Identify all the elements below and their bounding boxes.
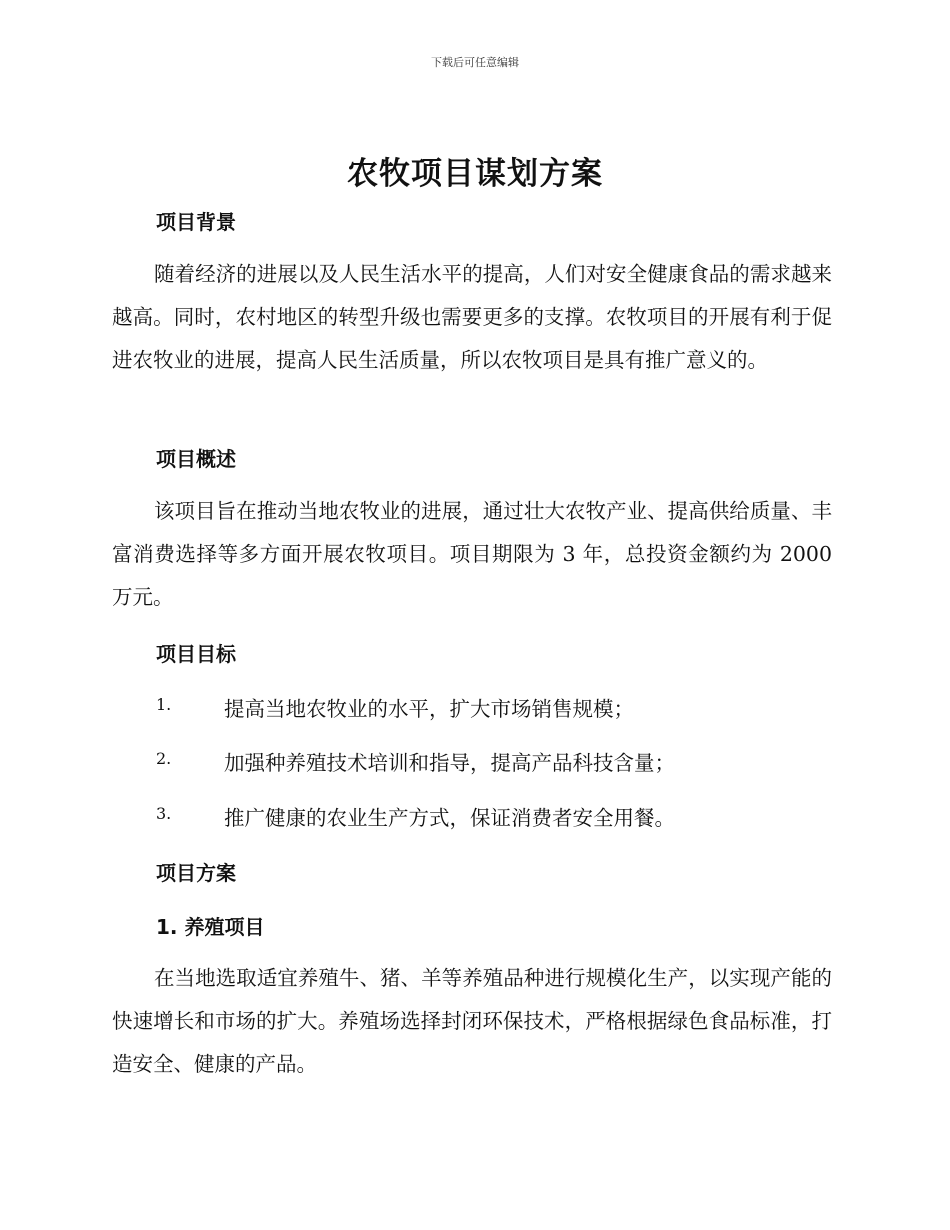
list-item-number: 1.: [156, 695, 172, 714]
heading-overview: 项目概述: [156, 447, 236, 471]
heading-plan: 项目方案: [156, 861, 236, 885]
list-item-text: 加强种养殖技术培训和指导，提高产品科技含量；: [224, 751, 675, 775]
list-item-text: 提高当地农牧业的水平，扩大市场销售规模；: [224, 697, 634, 721]
document-title: 农牧项目谋划方案: [347, 156, 603, 192]
heading-goals: 项目目标: [156, 642, 236, 666]
list-item: [156, 746, 836, 776]
list-item: [156, 692, 836, 722]
list-item: [156, 801, 836, 831]
list-item-number: 2.: [156, 749, 172, 768]
list-item-text: 推广健康的农业生产方式，保证消费者安全用餐。: [224, 806, 675, 830]
paragraph-background: 随着经济的进展以及人民生活水平的提高，人们对安全健康食品的需求越来越高。同时，农村地区的转型升级也需要更多的支撑。农牧项目的开展有利于促进农牧业的进展，提高人民生活质量，所以农牧项目是具有推广意义的。: [112, 262, 832, 372]
page-header: 下载后可任意编辑: [431, 56, 519, 69]
subheading-breeding: 1. 养殖项目: [156, 915, 265, 939]
heading-background: 项目背景: [156, 210, 236, 234]
paragraph-overview: 该项目旨在推动当地农牧业的进展，通过壮大农牧产业、提高供给质量、丰富消费选择等多方面开展农牧项目。项目期限为 3 年，总投资金额约为 2000 万元。: [112, 499, 832, 609]
paragraph-breeding: 在当地选取适宜养殖牛、猪、羊等养殖品种进行规模化生产，以实现产能的快速增长和市场的扩大。养殖场选择封闭环保技术，严格根据绿色食品标准，打造安全、健康的产品。: [112, 966, 832, 1076]
list-item-number: 3.: [156, 804, 172, 823]
